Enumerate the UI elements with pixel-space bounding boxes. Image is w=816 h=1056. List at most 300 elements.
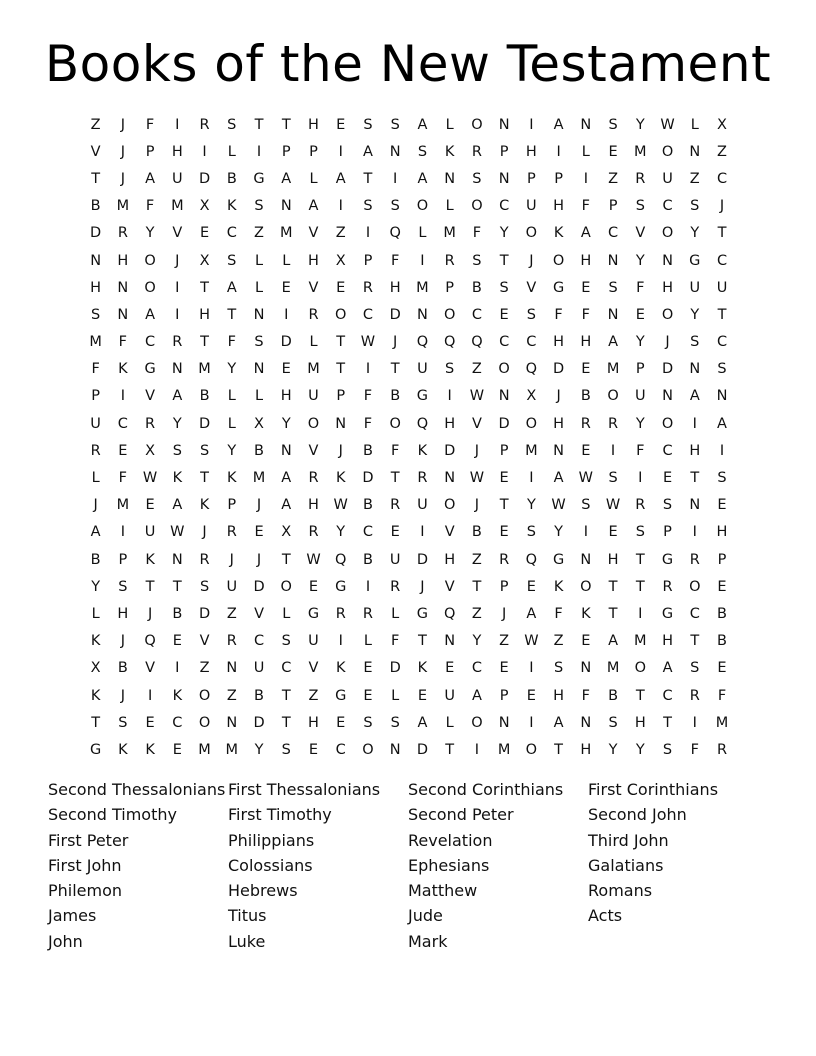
- grid-cell: H: [662, 633, 673, 650]
- grid-cell: A: [281, 170, 292, 187]
- grid-cell: I: [420, 524, 425, 541]
- grid-cell: O: [144, 252, 156, 269]
- grid-cell: B: [117, 660, 128, 677]
- grid-cell: C: [117, 415, 128, 432]
- grid-cell: F: [91, 361, 100, 378]
- word-list-item: Galatians: [588, 855, 664, 875]
- grid-cell: N: [444, 470, 456, 487]
- grid-cell: G: [552, 279, 565, 296]
- grid-cell: S: [553, 660, 564, 677]
- grid-cell: T: [418, 633, 427, 650]
- grid-cell: I: [610, 442, 616, 459]
- grid-row: [82, 573, 736, 600]
- grid-cell: E: [717, 578, 727, 595]
- grid-cell: H: [117, 605, 129, 622]
- grid-cell: J: [474, 497, 480, 514]
- grid-row: [82, 736, 736, 763]
- grid-cell: S: [608, 116, 618, 133]
- grid-row: [82, 165, 736, 192]
- grid-cell: K: [118, 361, 128, 378]
- grid-cell: J: [529, 252, 534, 269]
- grid-cell: B: [254, 687, 264, 704]
- grid-cell: H: [580, 252, 592, 269]
- grid-cell: Q: [416, 415, 429, 432]
- grid-cell: S: [635, 198, 645, 215]
- grid-cell: E: [717, 660, 727, 677]
- grid-cell: I: [175, 306, 180, 323]
- grid-cell: O: [525, 415, 538, 432]
- grid-cell: N: [280, 198, 292, 215]
- grid-cell: I: [583, 170, 588, 187]
- grid-cell: F: [118, 334, 128, 351]
- grid-cell: O: [280, 578, 292, 595]
- grid-cell: E: [199, 225, 210, 242]
- grid-cell: H: [716, 524, 728, 541]
- grid-cell: N: [253, 306, 265, 323]
- word-list-item: Philippians: [228, 830, 315, 850]
- grid-cell: C: [716, 170, 728, 187]
- grid-cell: F: [636, 279, 645, 296]
- grid-cell: N: [498, 116, 510, 133]
- grid-cell: L: [254, 252, 264, 269]
- grid-cell: U: [144, 524, 156, 541]
- grid-cell: L: [391, 605, 400, 622]
- grid-cell: A: [308, 198, 319, 215]
- grid-cell: I: [529, 660, 534, 677]
- grid-cell: Z: [553, 633, 564, 650]
- grid-cell: F: [391, 633, 400, 650]
- grid-cell: T: [663, 714, 672, 731]
- grid-cell: J: [147, 605, 153, 622]
- grid-cell: A: [717, 415, 727, 432]
- grid-cell: L: [445, 714, 454, 731]
- grid-cell: W: [660, 116, 675, 133]
- grid-cell: P: [635, 361, 645, 378]
- grid-cell: B: [390, 388, 401, 405]
- grid-cell: Q: [389, 225, 401, 242]
- grid-cell: F: [391, 442, 400, 459]
- grid-cell: V: [444, 524, 455, 541]
- grid-cell: T: [363, 170, 373, 187]
- grid-cell: S: [172, 442, 182, 459]
- grid-cell: L: [690, 116, 699, 133]
- grid-cell: C: [471, 660, 482, 677]
- grid-cell: L: [91, 605, 100, 622]
- grid-cell: Y: [227, 442, 237, 459]
- grid-cell: W: [469, 388, 485, 405]
- grid-cell: X: [199, 252, 210, 269]
- grid-cell: I: [529, 714, 534, 731]
- grid-cell: K: [145, 551, 155, 568]
- grid-cell: X: [90, 660, 101, 677]
- grid-cell: R: [226, 524, 237, 541]
- grid-cell: E: [118, 442, 128, 459]
- grid-cell: C: [253, 633, 265, 650]
- grid-cell: S: [662, 741, 673, 758]
- grid-cell: G: [689, 252, 701, 269]
- grid-cell: G: [307, 605, 320, 622]
- word-list-item: Second Thessalonians: [48, 780, 226, 799]
- grid-cell: Y: [227, 361, 237, 378]
- grid-cell: Q: [443, 605, 456, 622]
- grid-cell: B: [90, 551, 101, 568]
- grid-cell: V: [145, 660, 156, 677]
- grid-cell: E: [581, 361, 591, 378]
- grid-cell: P: [227, 497, 237, 514]
- grid-cell: O: [525, 741, 538, 758]
- grid-cell: S: [445, 361, 455, 378]
- grid-cell: E: [499, 306, 509, 323]
- grid-cell: M: [116, 198, 130, 215]
- grid-row: [82, 628, 736, 655]
- grid-cell: N: [580, 551, 592, 568]
- grid-cell: S: [281, 741, 291, 758]
- word-list-item: First John: [48, 855, 122, 875]
- grid-cell: I: [638, 605, 643, 622]
- grid-row: [82, 682, 736, 709]
- grid-cell: Z: [226, 687, 237, 704]
- grid-cell: D: [416, 551, 429, 568]
- grid-cell: C: [662, 198, 673, 215]
- grid-cell: J: [120, 687, 125, 704]
- grid-cell: A: [281, 470, 292, 487]
- grid-cell: L: [227, 143, 236, 160]
- grid-cell: F: [118, 470, 128, 487]
- grid-cell: D: [416, 741, 429, 758]
- grid-cell: T: [200, 279, 209, 296]
- grid-cell: V: [145, 388, 156, 405]
- grid-cell: I: [719, 442, 725, 459]
- grid-cell: E: [581, 633, 591, 650]
- grid-cell: B: [254, 442, 264, 459]
- grid-cell: F: [363, 388, 373, 405]
- grid-cell: R: [635, 497, 646, 514]
- grid-cell: I: [638, 470, 643, 487]
- grid-cell: F: [581, 687, 590, 704]
- grid-cell: F: [145, 116, 155, 133]
- grid-cell: I: [175, 660, 180, 677]
- grid-cell: A: [145, 306, 156, 323]
- grid-cell: Y: [472, 633, 482, 650]
- grid-cell: A: [417, 170, 428, 187]
- grid-cell: H: [662, 279, 673, 296]
- grid-cell: N: [253, 361, 265, 378]
- grid-cell: O: [471, 714, 483, 731]
- grid-cell: R: [199, 551, 210, 568]
- grid-row: [82, 600, 736, 627]
- grid-cell: I: [583, 524, 588, 541]
- grid-cell: D: [198, 605, 211, 622]
- grid-cell: G: [552, 551, 565, 568]
- grid-cell: F: [554, 605, 563, 622]
- grid-cell: O: [661, 306, 674, 323]
- grid-cell: N: [90, 252, 102, 269]
- grid-cell: H: [308, 714, 319, 731]
- grid-cell: Y: [635, 334, 645, 351]
- grid-cell: Q: [335, 551, 347, 568]
- grid-cell: T: [608, 605, 618, 622]
- grid-cell: O: [443, 306, 456, 323]
- grid-cell: B: [90, 198, 101, 215]
- grid-cell: C: [471, 306, 482, 323]
- grid-cell: T: [499, 497, 509, 514]
- grid-cell: N: [498, 714, 510, 731]
- grid-cell: N: [662, 252, 673, 269]
- grid-cell: S: [472, 170, 482, 187]
- grid-cell: N: [607, 306, 619, 323]
- grid-cell: W: [170, 524, 185, 541]
- grid-cell: A: [90, 524, 101, 541]
- grid-cell: L: [445, 116, 454, 133]
- grid-cell: Z: [608, 170, 619, 187]
- grid-cell: Z: [499, 633, 510, 650]
- grid-cell: Z: [90, 116, 101, 133]
- grid-cell: Q: [525, 361, 538, 378]
- grid-cell: C: [145, 334, 156, 351]
- grid-cell: W: [524, 633, 539, 650]
- grid-cell: N: [580, 116, 592, 133]
- grid-cell: O: [362, 741, 374, 758]
- grid-cell: A: [608, 633, 619, 650]
- grid-cell: I: [175, 116, 180, 133]
- grid-cell: S: [363, 198, 373, 215]
- grid-cell: S: [608, 279, 618, 296]
- grid-cell: N: [389, 143, 401, 160]
- grid-cell: K: [90, 687, 101, 704]
- word-list-item: Second John: [588, 805, 687, 825]
- grid-cell: L: [391, 687, 400, 704]
- grid-cell: M: [198, 361, 211, 378]
- grid-cell: A: [471, 687, 482, 704]
- grid-cell: M: [525, 442, 538, 459]
- grid-cell: T: [390, 470, 400, 487]
- grid-row: [82, 546, 736, 573]
- grid-cell: B: [471, 524, 482, 541]
- grid-cell: W: [360, 334, 376, 351]
- grid-cell: F: [472, 225, 482, 242]
- grid-cell: F: [554, 306, 563, 323]
- grid-cell: M: [307, 361, 320, 378]
- grid-cell: Z: [254, 225, 264, 242]
- grid-cell: V: [308, 660, 319, 677]
- word-list-item: Philemon: [48, 881, 123, 901]
- grid-row: [82, 464, 736, 491]
- grid-cell: E: [526, 578, 536, 595]
- grid-cell: P: [445, 279, 455, 296]
- grid-cell: Z: [335, 225, 346, 242]
- grid-cell: S: [581, 497, 591, 514]
- grid-cell: V: [254, 605, 264, 622]
- grid-cell: K: [199, 497, 210, 514]
- grid-cell: V: [172, 225, 183, 242]
- grid-cell: S: [118, 578, 128, 595]
- grid-cell: S: [690, 334, 700, 351]
- grid-cell: J: [393, 334, 398, 351]
- grid-cell: J: [120, 633, 125, 650]
- grid-cell: H: [553, 415, 565, 432]
- grid-cell: Y: [254, 741, 264, 758]
- grid-row: [82, 383, 736, 410]
- grid-cell: G: [661, 605, 674, 622]
- word-list-item: Second Peter: [408, 805, 514, 825]
- grid-cell: X: [717, 116, 727, 133]
- grid-cell: K: [227, 470, 237, 487]
- grid-cell: T: [227, 306, 237, 323]
- grid-cell: I: [365, 578, 371, 595]
- grid-cell: F: [227, 334, 236, 351]
- grid-cell: K: [553, 578, 564, 595]
- grid-cell: P: [145, 143, 155, 160]
- grid-cell: S: [472, 252, 482, 269]
- grid-cell: T: [91, 714, 101, 731]
- grid-cell: V: [308, 442, 319, 459]
- grid-cell: H: [580, 741, 592, 758]
- grid-cell: E: [172, 741, 182, 758]
- grid-cell: O: [661, 225, 674, 242]
- grid-cell: A: [662, 660, 673, 677]
- grid-cell: M: [606, 361, 620, 378]
- grid-cell: A: [172, 388, 183, 405]
- grid-cell: V: [90, 143, 101, 160]
- grid-cell: P: [608, 198, 618, 215]
- grid-cell: E: [308, 578, 319, 595]
- grid-cell: H: [634, 714, 646, 731]
- grid-cell: R: [689, 551, 700, 568]
- grid-cell: Y: [690, 225, 700, 242]
- grid-cell: R: [362, 605, 373, 622]
- grid-cell: G: [144, 361, 156, 378]
- grid-cell: H: [525, 143, 537, 160]
- grid-cell: R: [172, 334, 183, 351]
- grid-cell: H: [308, 116, 319, 133]
- grid-cell: U: [662, 170, 673, 187]
- grid-cell: P: [91, 388, 100, 405]
- grid-cell: T: [717, 225, 727, 242]
- word-list-item: First Corinthians: [588, 780, 719, 799]
- grid-row: [82, 437, 736, 464]
- grid-cell: C: [281, 660, 292, 677]
- grid-cell: F: [717, 687, 727, 704]
- grid-cell: I: [338, 198, 343, 215]
- grid-cell: C: [716, 334, 728, 351]
- grid-cell: A: [172, 497, 183, 514]
- grid-cell: A: [281, 497, 292, 514]
- grid-cell: D: [661, 361, 674, 378]
- grid-cell: Z: [689, 170, 700, 187]
- grid-cell: D: [90, 225, 102, 242]
- grid-cell: V: [308, 279, 319, 296]
- grid-cell: I: [393, 170, 398, 187]
- grid-cell: H: [389, 279, 401, 296]
- grid-cell: S: [390, 198, 400, 215]
- grid-cell: B: [362, 497, 373, 514]
- grid-cell: I: [120, 388, 125, 405]
- grid-cell: T: [281, 116, 291, 133]
- grid-cell: H: [280, 388, 292, 405]
- grid-cell: V: [471, 415, 482, 432]
- grid-cell: Y: [336, 524, 346, 541]
- grid-cell: E: [363, 687, 373, 704]
- grid-cell: Q: [525, 551, 538, 568]
- grid-cell: L: [227, 415, 236, 432]
- grid-cell: I: [365, 225, 371, 242]
- grid-cell: S: [390, 714, 400, 731]
- grid-cell: S: [717, 470, 727, 487]
- grid-cell: I: [692, 524, 697, 541]
- grid-cell: C: [362, 524, 374, 541]
- grid-cell: A: [417, 116, 428, 133]
- grid-cell: T: [200, 334, 209, 351]
- grid-cell: W: [605, 497, 621, 514]
- grid-cell: I: [175, 279, 180, 296]
- grid-cell: Y: [554, 524, 564, 541]
- grid-cell: N: [689, 361, 701, 378]
- word-list-item: Second Corinthians: [408, 780, 564, 799]
- grid-cell: E: [608, 143, 618, 160]
- grid-cell: E: [635, 306, 645, 323]
- grid-cell: P: [554, 170, 563, 187]
- grid-cell: E: [336, 116, 346, 133]
- word-list-item: Titus: [228, 906, 267, 926]
- grid-cell: R: [716, 741, 728, 758]
- grid-cell: E: [417, 687, 428, 704]
- grid-cell: R: [662, 578, 673, 595]
- grid-cell: M: [225, 741, 239, 758]
- grid-cell: P: [336, 388, 346, 405]
- grid-cell: V: [308, 225, 319, 242]
- grid-cell: A: [553, 714, 564, 731]
- grid-cell: T: [635, 687, 645, 704]
- grid-cell: A: [689, 388, 700, 405]
- grid-row: [82, 274, 736, 301]
- grid-row: [82, 356, 736, 383]
- grid-cell: G: [416, 388, 429, 405]
- grid-cell: Q: [416, 334, 429, 351]
- grid-cell: E: [145, 497, 155, 514]
- grid-cell: S: [227, 116, 237, 133]
- grid-cell: T: [281, 687, 291, 704]
- grid-cell: Y: [499, 225, 509, 242]
- grid-cell: Z: [471, 551, 482, 568]
- grid-cell: T: [145, 578, 155, 595]
- grid-cell: L: [309, 334, 318, 351]
- grid-cell: M: [497, 741, 511, 758]
- grid-row: [82, 492, 736, 519]
- grid-cell: R: [390, 497, 401, 514]
- grid-cell: L: [581, 143, 590, 160]
- grid-cell: S: [363, 116, 373, 133]
- grid-cell: Y: [635, 741, 645, 758]
- grid-cell: C: [226, 225, 237, 242]
- grid-cell: Z: [308, 687, 319, 704]
- grid-cell: N: [226, 714, 238, 731]
- grid-cell: B: [226, 170, 237, 187]
- grid-cell: R: [308, 306, 319, 323]
- grid-cell: C: [689, 605, 700, 622]
- grid-cell: I: [447, 388, 452, 405]
- grid-cell: D: [198, 415, 211, 432]
- grid-cell: T: [281, 551, 291, 568]
- page-title: Books of the New Testament: [44, 35, 772, 93]
- grid-cell: B: [717, 633, 727, 650]
- grid-cell: X: [335, 252, 346, 269]
- grid-cell: D: [362, 470, 374, 487]
- grid-cell: K: [90, 633, 101, 650]
- grid-cell: H: [444, 415, 456, 432]
- grid-cell: R: [145, 415, 156, 432]
- grid-cell: O: [471, 116, 483, 133]
- word-list-item: Matthew: [408, 881, 478, 901]
